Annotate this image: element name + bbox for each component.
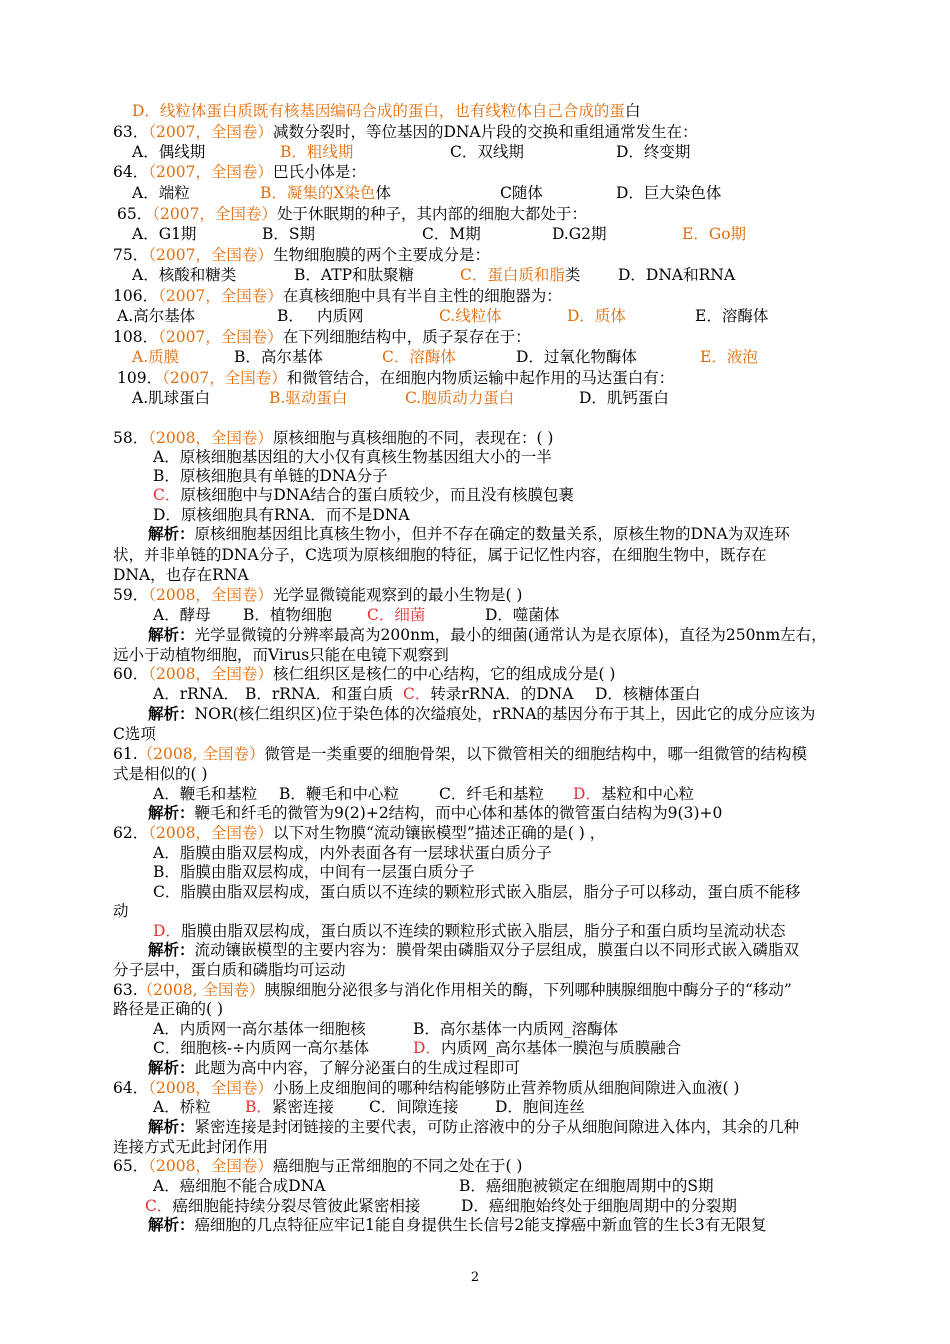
question-58: 58．（2008，全国卷）原核细胞与真核细胞的不同，表现在：( ) — [113, 429, 554, 447]
options-row: A．酵母 B．植物细胞 C．细菌 D．噬菌体 — [153, 606, 560, 624]
question-75: 75．（2007，全国卷）生物细胞膜的两个主要成分是： — [113, 246, 490, 264]
option-d: D．原核细胞具有RNA．而不是DNA — [153, 506, 410, 524]
question-64-2007: 64．（2007，全国卷）巴氏小体是： — [113, 163, 366, 181]
analysis-cont: 远小于动植物细胞，而Virus只能在电镜下观察到 — [113, 646, 449, 664]
question-106: 106．（2007，全国卷）在真核细胞中具有半自主性的细胞器为： — [113, 287, 562, 305]
option-c-cont: 动 — [113, 902, 129, 920]
page-number: 2 — [470, 1270, 480, 1285]
option-d: D．脂膜由脂双层构成，蛋白质以不连续的颗粒形式嵌入脂层，脂分子和蛋白质均呈流动状态 — [153, 922, 786, 940]
option-a: A．脂膜由脂双层构成，内外表面各有一层球状蛋白质分子 — [153, 844, 552, 862]
analysis: 解析：紧密连接是封闭链接的主要代表，可防止溶液中的分子从细胞间隙进入体内，其余的几种 — [148, 1117, 800, 1136]
analysis-cont: DNA，也存在RNA — [113, 566, 249, 584]
options-row: A.高尔基体 B． 内质网 C.线粒体 D．质体 E．溶酶体 — [117, 307, 769, 325]
options-row: A.质膜 B．高尔基体 C．溶酶体 D．过氧化物酶体 E．液泡 — [132, 348, 758, 366]
question-60: 60．（2008，全国卷）核仁组织区是核仁的中心结构，它的组成成分是( ) — [113, 665, 616, 683]
text-line: D．线粒体蛋白质既有核基因编码合成的蛋白，也有线粒体自己合成的蛋白 — [132, 102, 641, 120]
analysis: 解析：光学显微镜的分辨率最高为200nm，最小的细菌(通常认为是衣原体)，直径为250nm左右， — [148, 625, 827, 644]
analysis: 解析：此题为高中内容，了解分泌蛋白的生成过程即可 — [148, 1058, 521, 1077]
analysis: 解析：流动镶嵌模型的主要内容为：膜骨架由磷脂双分子层组成，膜蛋白以不同形式嵌入磷脂双 — [148, 940, 800, 959]
options-row: A．桥粒 B．紧密连接 C．间隙连接 D．胞间连丝 — [153, 1098, 585, 1116]
analysis: 解析：癌细胞的几点特征应牢记1能自身提供生长信号2能支撑癌中新血管的生长3有无限复 — [148, 1215, 767, 1234]
option-a: A．原核细胞基因组的大小仅有真核生物基因组大小的一半 — [153, 448, 552, 466]
options-row: A．内质网一高尔基体一细胞核 B．高尔基体一内质网_溶酶体 — [153, 1020, 619, 1038]
question-61: 61.（2008, 全国卷）微管是一类重要的细胞骨架，以下微管相关的细胞结构中，哪一组微管的结构模 — [113, 745, 807, 763]
source-tag: （2007，全国卷） — [148, 123, 273, 141]
option-b: B．原核细胞具有单链的DNA分子 — [153, 467, 388, 485]
options-row: A．癌细胞不能合成DNA B．癌细胞被锁定在细胞周期中的S期 — [153, 1177, 714, 1195]
question-65-2007: 65．（2007，全国卷）处于休眠期的种子，其内部的细胞大都处于： — [117, 205, 587, 223]
question-61-cont: 式是相似的( ) — [113, 765, 208, 783]
analysis: 解析：原核细胞基因组比真核生物小，但并不存在确定的数量关系，原核生物的DNA为双连环 — [148, 524, 790, 543]
answer-text: D．线粒体蛋白质既有核基因编码合成的蛋白，也有线粒体自己合成的蛋 — [132, 102, 625, 120]
options-row: A．rRNA． B．rRNA．和蛋白质 C．转录rRNA．的DNA D．核糖体蛋白 — [153, 685, 701, 703]
options-row: A．鞭毛和基粒 B．鞭毛和中心粒 C．纤毛和基粒 D．基粒和中心粒 — [153, 785, 694, 803]
question-65-2008: 65．（2008，全国卷）癌细胞与正常细胞的不同之处在于( ) — [113, 1157, 523, 1175]
question-63-2007: 63．（2007，全国卷）减数分裂时，等位基因的DNA片段的交换和重组通常发生在： — [113, 123, 698, 141]
options-row: A．偶线期 B．粗线期 C．双线期 D．终变期 — [132, 143, 691, 161]
question-62: 62．（2008，全国卷）以下对生物膜“流动镶嵌模型”描述正确的是( ) ， — [113, 824, 606, 842]
question-63-2008: 63.（2008, 全国卷）胰腺细胞分泌很多与消化作用相关的酶，下列哪种胰腺细胞中酶分子的“移动” — [113, 981, 792, 999]
question-108: 108．（2007，全国卷）在下列细胞结构中，质子泵存在于： — [113, 328, 531, 346]
option-c: C．脂膜由脂双层构成，蛋白质以不连续的颗粒形式嵌入脂层，脂分子可以移动，蛋白质不能移 — [153, 883, 801, 901]
question-59: 59．（2008，全国卷）光学显微镜能观察到的最小生物是( ) — [113, 586, 523, 604]
options-row: A．核酸和糖类 B．ATP和肽聚糖 C．蛋白质和脂类 D．DNA和RNA — [132, 266, 736, 284]
options-row: A.肌球蛋白 B.驱动蛋白 C.胞质动力蛋白 D．肌钙蛋白 — [132, 389, 669, 407]
question-109: 109．（2007，全国卷）和微管结合，在细胞内物质运输中起作用的马达蛋白有： — [117, 369, 675, 387]
analysis-cont: 分子层中，蛋白质和磷脂均可运动 — [113, 961, 346, 979]
option-b: B．脂膜由脂双层构成，中间有一层蛋白质分子 — [153, 863, 475, 881]
analysis-cont: 连接方式无此封闭作用 — [113, 1138, 269, 1156]
analysis: 解析：NOR(核仁组织区)位于染色体的次缢痕处，rRNA的基因分布于其上，因此它的成分应该为 — [148, 704, 816, 723]
options-row: C．癌细胞能持续分裂尽管彼此紧密相接 D．癌细胞始终处于细胞周期中的分裂期 — [145, 1197, 737, 1215]
analysis: 解析：鞭毛和纤毛的微管为9(2)+2结构，而中心体和基体的微管蛋白结构为9(3)+0 — [148, 803, 723, 822]
option-c: C．原核细胞中与DNA结合的蛋白质较少，而且没有核膜包裹 — [153, 486, 575, 504]
question-63-cont: 路径是正确的( ) — [113, 1000, 224, 1018]
options-row: A．G1期 B．S期 C．M期 D.G2期 E．Go期 — [132, 225, 747, 243]
options-row: A．端粒 B．凝集的X染色体 C随体 D．巨大染色体 — [132, 184, 722, 202]
analysis-cont: 状，并非单链的DNA分子，C选项为原核细胞的特征，属于记忆性内容，在细胞生物中，既存在 — [113, 546, 767, 564]
options-row: C．细胞核-÷内质网一高尔基体 D．内质网_高尔基体一膜泡与质膜融合 — [153, 1039, 682, 1057]
question-64-2008: 64．（2008，全国卷）小肠上皮细胞间的哪种结构能够防止营养物质从细胞间隙进入血液( ) — [113, 1079, 740, 1097]
analysis-cont: C选项 — [113, 725, 156, 743]
